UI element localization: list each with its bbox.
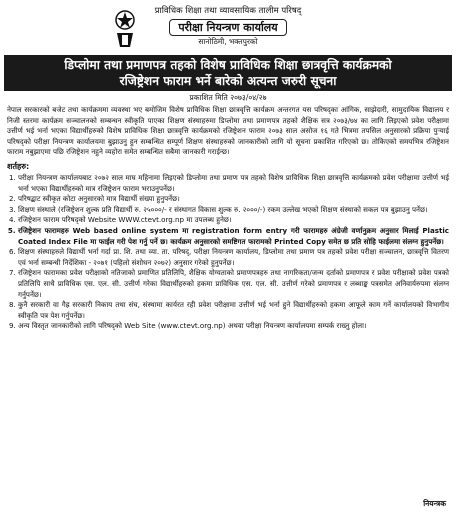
condition-item: 7. रजिष्ट्रेशन फारामका प्रवेश परीक्षाको नतिजाको प्रमाणित प्रतिलिपि, शैक्षिक योग्यताको प्रमाणपत्रहरु तथा नागरिकता/जन्म दर्ताको प्रमाणपत्र र प्रवेश परीक्षाको प्रवेश पत्रको प्रतिलिपि साथै प्राविधिक एस. एल. सी. उत्तीर्ण गरेका विद्यार्थीहरुको हकमा प्राविधिक एस. एल. सी. उत्तीर्ण गरेको प्रमाणपत्र र लब्धाङ्क पत्रसमेत अनिवार्यरुपमा संलग्न गर्नुपर्नेछ। (18, 268, 449, 300)
condition-item: 2. परिषद्बाट स्वीकृत कोटा अनुसारको मात्र विद्यार्थी संख्या हुनुपर्नेछ। (18, 194, 449, 205)
notice-title (4, 55, 452, 91)
org-name: प्राविधिक शिक्षा तथा व्यावसायिक तालीम परिषद् (154, 6, 302, 16)
condition-item: 4. रजिष्ट्रेशन फाराम परिषद्को Website WWW.ctevt.org.np मा उपलब्ध हुनेछ। (18, 215, 449, 226)
condition-item: 6. शिक्षण संस्थाहरुले विद्यार्थी भर्ना गर्दा प्रा. शि. तथा व्या. ता. परिषद्, परीक्षा नियन्त्रण कार्यालय, डिप्लोमा तथा प्रमाण पत्र तहको प्रवेश परीक्षा सञ्चालन, छात्रवृत्ति वितरण एवं भर्ना सम्बन्धी निर्देशिका - २०७१ (पहिलो संशोधन २०७२) अनुसार गरेको हुनुपर्नेछ। (18, 247, 449, 268)
conditions-list (4, 173, 452, 332)
signatory: नियन्त्रक (423, 499, 446, 508)
condition-item: 8. कुनै सरकारी वा गैह्र सरकारी निकाय तथा संघ, संस्थामा कार्यरत रही प्रवेश परीक्षामा उत्तीर्ण भई भर्ना हुने विद्यार्थीहरुको हकमा आफूले काम गर्ने कार्यालयको विभागीय स्वीकृति पत्र पेश गर्नुपर्नेछ। (18, 300, 449, 321)
office-location: सानोठिमी, भक्तपुरको (198, 37, 258, 46)
conditions-heading: शर्तहरु: (7, 161, 30, 171)
notice-title-line2: रजिष्ट्रेशन फाराम भर्ने बारेको अत्यन्त जरुरी सूचना (119, 74, 337, 88)
intro-paragraph: नेपाल सरकारको बजेट तथा कार्यक्रममा व्यवस्था भए बमोजिम विशेष प्राविधिक शिक्षा छात्रवृत्ति कार्यक्रम अन्तरगत यस परिषद्का आंगिक, साझेदारी, सामुदायिक विद्यालय र निजी स्तरमा कार्यक्रम सञ्चालनको सम्बन्धन स्वीकृति पाएका शिक्षण संस्थाहरुमा डिप्लोमा तथा प्रमाणपत्र तहको शैक्षिक सत्र २०७३/७४ का लागि लिइएको प्रवेश परीक्षामा उत्तीर्ण भई भर्ना भएका विद्यार्थीहरुको विशेष प्राविधिक शिक्षा छात्रवृत्ति कार्यक्रमको रजिष्ट्रेशन फाराम २०७३ साल असोज १६ गते भित्रमा तपसिल अनुसारको प्रक्रिया पुऱ्याई परिषद्को परीक्षा नियन्त्रण कार्यालयमा बुझाउनु हुन सम्बन्धित सम्पूर्ण शिक्षण संस्थाहरुको जानकारीको लागि यो सूचना प्रकाशित गरिएको छ। तोकिएको समयभित्र रजिष्ट्रेशन फाराम नबुझाएमा पछि रजिष्ट्रेशन नहुने व्यहोरा समेत सम्बन्धित सबैमा जानकारी गराईन्छ। (7, 105, 449, 157)
condition-item: 9. अन्य विस्तृत जानकारीको लागि परिषद्को Web Site (www.ctevt.org.np) अथवा परीक्षा नियन्त्रण कार्यालयमा सम्पर्क राख्नु होला। (18, 321, 449, 332)
header (4, 5, 452, 53)
office-name: परीक्षा नियन्त्रण कार्यालय (169, 19, 286, 36)
condition-item: 1. परीक्षा नियन्त्रण कार्यालयबाट २०७२ साल माघ महिनामा लिइएको डिप्लोमा तथा प्रमाण पत्र तहको विशेष प्राविधिक शिक्षा छात्रवृत्ति कार्यक्रमको प्रवेश परीक्षामा उत्तीर्ण भई भर्ना भएका विद्यार्थीहरुको मात्र रजिष्ट्रेशन फाराम भराउनुपर्नेछ। (18, 173, 449, 194)
nepal-emblem-icon (112, 9, 138, 49)
condition-item: 3. शिक्षण संस्थाले (रजिष्ट्रेशन शुल्क प्रति विद्यार्थी रु. २५०००/- र संस्थागत विकास शुल्क रु. २०००/-) रकम उल्लेख भएको शिक्षण संस्थाको सकल पत्र बुझाउनु पर्नेछ। (18, 205, 449, 216)
published-date: प्रकाशित मिति २०७३/०४/२७ (189, 93, 267, 102)
notice-title-line1: डिप्लोमा तथा प्रमाणपत्र तहको विशेष प्राविधिक शिक्षा छात्रवृत्ति कार्यक्रमको (64, 58, 392, 72)
condition-item: 5. रजिष्ट्रेशन फारामहरु Web based online system मा registration form entry गरी फारामहरु अंग्रेजी वर्णानुक्रम अनुसार मिलाई Plastic Coated Index File मा फाईल गरी पेश गर्नु पर्ने छ। कार्यक्रम अनुसारको समष्टिगत फारामको Printed Copy समेत छ प्रति सोहि फाईलमा संलग्न हुनुपर्नेछ। (18, 226, 449, 247)
